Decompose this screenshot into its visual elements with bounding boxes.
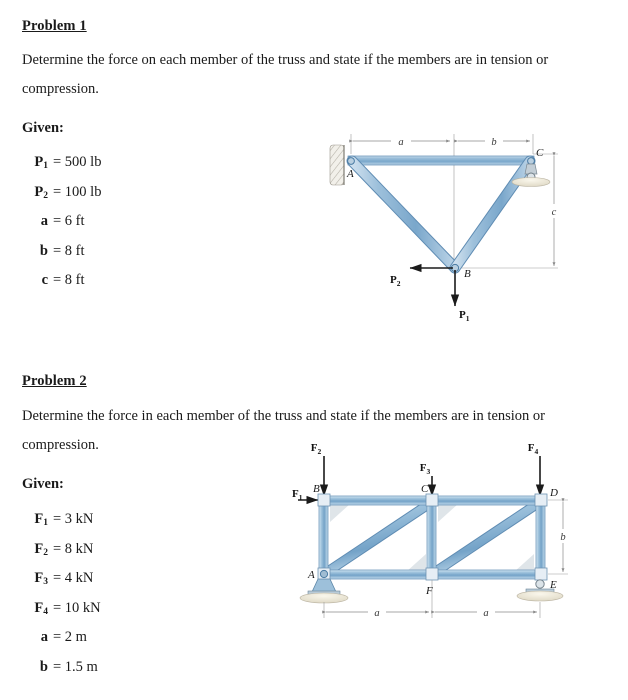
given-value: = 8 ft xyxy=(53,242,85,259)
dimension-label-b: b xyxy=(491,137,497,148)
force-F4 xyxy=(528,442,540,496)
joint-label-A: A xyxy=(347,168,354,180)
joint-label-F: F xyxy=(426,585,433,597)
given-row xyxy=(22,268,101,298)
wall-support-hatch xyxy=(330,145,344,185)
given-value: = 8 ft xyxy=(53,272,85,288)
joint-label-B: B xyxy=(464,268,471,280)
dimension-label-b: b xyxy=(560,532,566,543)
dimension-b-2 xyxy=(555,502,571,572)
problem-2-given-list xyxy=(22,507,101,684)
dimension-guides-1 xyxy=(351,134,558,272)
joint-label-E: E xyxy=(550,579,557,591)
force-label-F4: $F_4$ xyxy=(527,442,539,456)
force-label-P2: $P_2$ xyxy=(390,274,401,288)
problem-1-given-label: Given: xyxy=(22,120,64,136)
given-value: = 8 kN xyxy=(53,540,94,557)
joint-label-C: C xyxy=(536,147,544,159)
given-row xyxy=(22,150,101,180)
truss-members-2 xyxy=(319,496,546,579)
given-symbol: c xyxy=(41,272,48,288)
given-row xyxy=(22,209,101,239)
problem-1-figure xyxy=(322,120,622,330)
dimension-c-1 xyxy=(546,156,562,266)
given-value: = 10 kN xyxy=(53,599,101,616)
given-row xyxy=(22,566,101,596)
joint-label-B: B xyxy=(313,483,320,495)
given-value: = 1.5 m xyxy=(53,658,98,675)
joint-label-D: D xyxy=(550,487,558,499)
given-value: = 4 kN xyxy=(53,570,94,586)
given-symbol: $P_1$ xyxy=(34,154,48,171)
problem-1-given-list xyxy=(22,150,101,298)
given-value: = 2 m xyxy=(53,629,87,645)
dimension-a2-2 xyxy=(435,604,537,619)
force-label-F3: $F_3$ xyxy=(419,462,431,476)
given-row xyxy=(22,625,101,655)
dimension-a-1 xyxy=(353,133,450,148)
problem-2-figure xyxy=(292,432,628,632)
joint-label-A: A xyxy=(308,569,315,581)
given-symbol: a xyxy=(40,213,48,229)
problem-2-given-label: Given: xyxy=(22,476,64,492)
dimension-a1-2 xyxy=(326,604,429,619)
truss-diagram-2 xyxy=(292,432,628,632)
given-value: = 100 lb xyxy=(53,183,102,200)
dimension-label-a-left: a xyxy=(374,608,380,619)
problem-1-prompt: Determine the force on each member of the truss and state if the members are in tension or compression. xyxy=(22,52,549,97)
force-label-P1: $P_1$ xyxy=(459,309,470,323)
problem-2-prompt: Determine the force in each member of the truss and state if the members are in tension or compression. xyxy=(22,408,546,453)
given-row xyxy=(22,596,101,626)
dimension-b-1 xyxy=(458,133,530,148)
given-row xyxy=(22,239,101,269)
given-row xyxy=(22,507,101,537)
force-label-F1: $F_1$ xyxy=(292,488,303,502)
truss-members-1 xyxy=(348,156,534,268)
force-label-F2: $F_2$ xyxy=(310,442,322,456)
given-symbol: $F_2$ xyxy=(34,540,48,558)
force-P2 xyxy=(390,268,453,288)
given-value: = 500 lb xyxy=(53,154,102,170)
dimension-label-a: a xyxy=(398,137,404,148)
problem-2-heading: Problem 2 xyxy=(22,373,87,389)
given-symbol: b xyxy=(39,242,48,259)
given-row xyxy=(22,537,101,567)
given-row xyxy=(22,180,101,210)
truss-diagram-1 xyxy=(322,120,622,330)
given-symbol: a xyxy=(40,629,48,645)
given-symbol: $F_3$ xyxy=(34,570,48,587)
given-symbol: b xyxy=(39,658,48,675)
problem-1-heading: Problem 1 xyxy=(22,18,87,34)
given-symbol: $P_2$ xyxy=(34,183,48,201)
given-row xyxy=(22,655,101,685)
joint-label-C: C xyxy=(421,483,429,495)
given-symbol: $F_1$ xyxy=(34,511,48,528)
given-symbol: $F_4$ xyxy=(34,599,48,617)
given-value: = 6 ft xyxy=(53,213,85,229)
dimension-label-a-right: a xyxy=(483,608,489,619)
given-value: = 3 kN xyxy=(53,511,94,527)
dimension-label-c: c xyxy=(551,207,557,218)
